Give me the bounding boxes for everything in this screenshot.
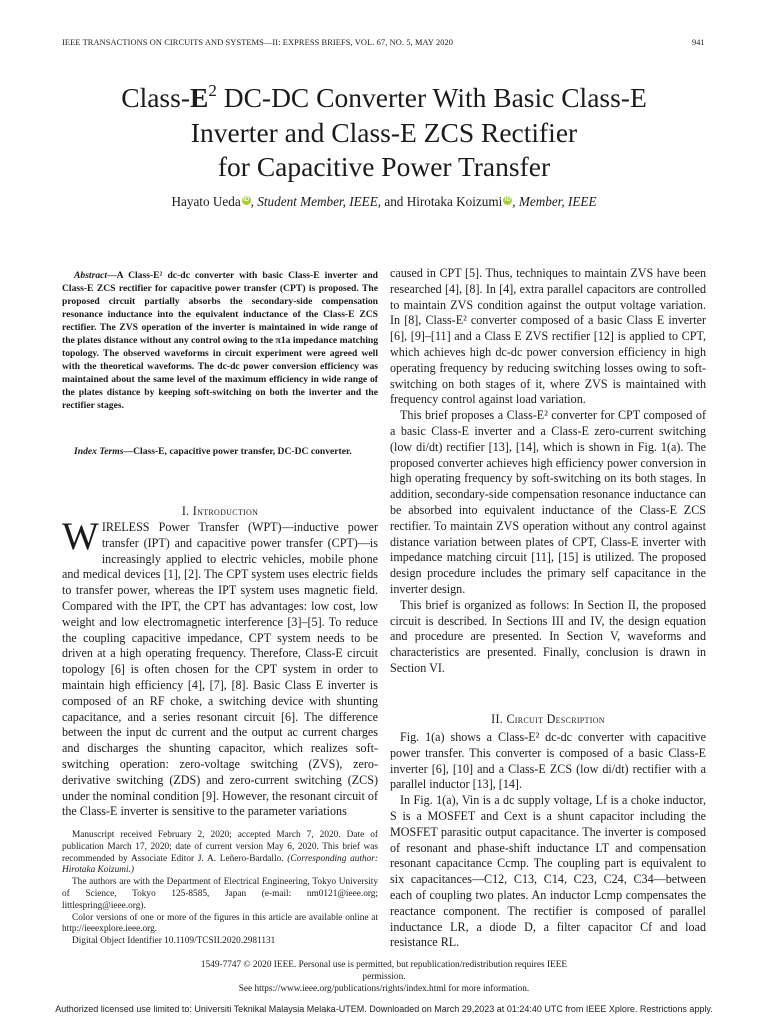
footnote-color-versions: Color versions of one or more of the figures in this article are available online at http://ieeexplore.ieee.org. xyxy=(62,912,378,935)
title-suffix: DC-DC Converter With Basic Class-E xyxy=(216,82,647,113)
circuit-paragraph-2: In Fig. 1(a), Vin is a dc supply voltage, Lf is a choke inductor, S is a MOSFET and Cext is a shunt capacitor including the MOSFET parasitic output capacitance. The inverter is composed of resonant and phase-shift inductance LT and compensation resonant capacitance Ccmp. The coupling part is equivalent to six capacitances—C12, C13, C14, C23, C24, C34—between each of coupling two plates. An inductor Lcmp compensates the reactance component. The rectifier is composed of parallel inductance LR, a diode D, a filter capacitor Cf and load resistance RL. xyxy=(390,793,706,950)
section-heading-circuit-description: II. Circuit Description xyxy=(491,712,605,726)
author-1-role: Student Member, IEEE xyxy=(257,194,378,209)
orcid-icon[interactable]: iD xyxy=(243,197,250,203)
orcid-icon[interactable]: iD xyxy=(504,197,511,203)
paper-title xyxy=(40,74,728,185)
circuit-description-column xyxy=(390,730,706,951)
footnote-manuscript xyxy=(62,830,378,877)
title-line-2: Inverter and Class-E ZCS Rectifier xyxy=(190,116,578,148)
drop-cap: W xyxy=(62,515,99,558)
introduction-left-column xyxy=(62,515,378,820)
title-line-3: for Capacitive Power Transfer xyxy=(217,151,551,182)
footnote-manuscript-text: Manuscript received February 2, 2020; accepted March 7, 2020. Date of publication March 17, 2020; date of current version May 6, 2020. This brief was recommended by Associate Editor J. A. Leñero-Bardallo. xyxy=(62,830,378,864)
copyright-notice xyxy=(200,960,568,995)
copyright-line-2: See https://www.ieee.org/publications/rights/index.html for more information. xyxy=(238,983,530,994)
section-heading-introduction: I. Introduction xyxy=(181,504,259,518)
page-number: 941 xyxy=(692,38,705,47)
index-terms-label: Index Terms xyxy=(74,446,124,457)
abstract xyxy=(62,269,378,412)
author-1-name: Hayato Ueda xyxy=(171,194,241,209)
right-column-top xyxy=(390,266,706,677)
intro-paragraph-1 xyxy=(62,515,378,820)
footnote-doi: Digital Object Identifier 10.1109/TCSII.2020.2981131 xyxy=(72,936,276,947)
title-superscript: 2 xyxy=(208,81,217,100)
author-2-name: Hirotaka Koizumi xyxy=(406,194,503,209)
title-line-1 xyxy=(40,74,728,116)
running-head: IEEE TRANSACTIONS ON CIRCUITS AND SYSTEMS—II: EXPRESS BRIEFS, VOL. 67, NO. 5, MAY 2020 xyxy=(62,38,454,47)
footnote-corresponding-author: (Corresponding author: Hirotaka Koizumi.) xyxy=(62,853,378,876)
abstract-label: Abstract xyxy=(74,270,108,281)
intro-paragraph-2: This brief proposes a Class-E² converter for CPT composed of a basic Class-E inverter and a Class-E zero-current switching (low di/dt) rectifier [13], [14], which is shown in Fig. 1(a). The proposed converter achieves high efficiency power conversion in high operating frequency by soft-switching on its both stages. In addition, secondary-side compensation resonance inductance can be absorbed into equivalent inductance of the Class-E ZCS rectifier. To maintain ZVS operation without any control against distance variation between plates of CPT, Class-E inverter with impedance matching circuit [11], [15] is utilized. The proposed design procedure includes the primary self capacitance in the inverter design. xyxy=(390,408,706,596)
copyright-line-1: 1549-7747 © 2020 IEEE. Personal use is permitted, but republication/redistribution requires IEEE permission. xyxy=(200,960,568,982)
circuit-paragraph-1: Fig. 1(a) shows a Class-E² dc-dc converter with capacitive power transfer. This converter is composed of a basic Class-E inverter [6], [10] and a Class-E ZCS (low di/dt) rectifier with a parallel inductor [13], [14]. xyxy=(390,730,706,792)
intro-paragraph-1-text: IRELESS Power Transfer (WPT)—inductive power transfer (IPT) and capacitive power transfer (CPT)—is increasingly applied to electric vehicles, mobile phone and medical devices [1], [2]. The CPT system uses electric fields to transfer power, whereas the IPT system uses magnetic field. Compared with the IPT, the CPT has advantages: low cost, low weight and low electromagnetic interference [3]–[5]. To reduce the coupling capacitive impedance, CPT system needs to be driven at a high operating frequency. Therefore, Class-E circuit topology [6] is often chosen for the CPT system in order to maintain high efficiency [4], [7], [8]. Basic Class E inverter is composed of an RF choke, a switching device with shunting capacitance, and a series resonant circuit [6]. The difference between the input dc current and the output ac current charges and discharges the shunting capacitor, which realizes soft-switching operation: zero-voltage switching (ZVS), zero-derivative switching (ZDS) and zero-current switching (ZCS) under the nominal condition [9]. However, the resonant circuit of the Class-E inverter is sensitive to the parameter variations xyxy=(62,520,378,819)
author-2-role: Member, IEEE xyxy=(518,194,597,209)
index-terms xyxy=(62,445,378,458)
intro-paragraph-3: This brief is organized as follows: In Section II, the proposed circuit is described. In Sections III and IV, the design equation and procedure are presented. In Section V, waveforms and characteristics are presented. Finally, conclusion is drawn in Section VI. xyxy=(390,597,706,675)
intro-continuation: caused in CPT [5]. Thus, techniques to maintain ZVS have been researched [4], [8]. In [4], extra parallel capacitors are controlled to maintain ZVS condition against the output voltage variation. In [8], Class-E² converter composed of a basic Class E inverter [6], [9]–[11] and a Class E ZVS rectifier [12] is applied to CPT, which achieves high dc-dc power conversion efficiency in high operating frequency by reducing switching losses owing to soft-switching on both stages of it, where ZVS is maintained with frequency control against load variation. xyxy=(390,266,706,407)
title-prefix: Class- xyxy=(121,82,190,113)
index-terms-text: —Class-E, capacitive power transfer, DC-DC converter. xyxy=(123,446,352,457)
license-notice: Authorized licensed use limited to: Universiti Teknikal Malaysia Melaka-UTEM. Downloaded on March 29,2023 at 01:24:40 UTC from IEEE Xplore. Restrictions apply. xyxy=(55,1004,713,1014)
author-separator: , and xyxy=(377,194,407,209)
abstract-text: —A Class-E² dc-dc converter with basic Class-E inverter and Class-E ZCS rectifier for capacitive power transfer (CPT) is proposed. The proposed circuit partially absorbs the secondary-side compensation resonance inductance into the equivalent inductance of the Class-E ZCS rectifier. The ZVS operation of the inverter is maintained in wide range of the plates distance without any control owing to the π1a impedance matching topology. The observed waveforms in circuit experiment were agreed well with the theoretical waveforms. The dc-dc power conversion efficiency was maintained about the same level of the maximum efficiency in wide range of the plates distance by keeping soft-switching on both the inverter and the rectifier stages. xyxy=(62,270,378,411)
footnote-affiliation: The authors are with the Department of Electrical Engineering, Tokyo University of Science, Tokyo 125-8585, Japan (e-mail: nm0121@ieee.org; littlespring@ieee.org). xyxy=(62,877,378,911)
author-line: Hayato Ueda iD , Student Member, IEEE, and Hirotaka Koizumi iD , Member, IEEE xyxy=(171,194,597,209)
title-class-e: E xyxy=(189,82,209,113)
footnotes xyxy=(62,830,378,948)
